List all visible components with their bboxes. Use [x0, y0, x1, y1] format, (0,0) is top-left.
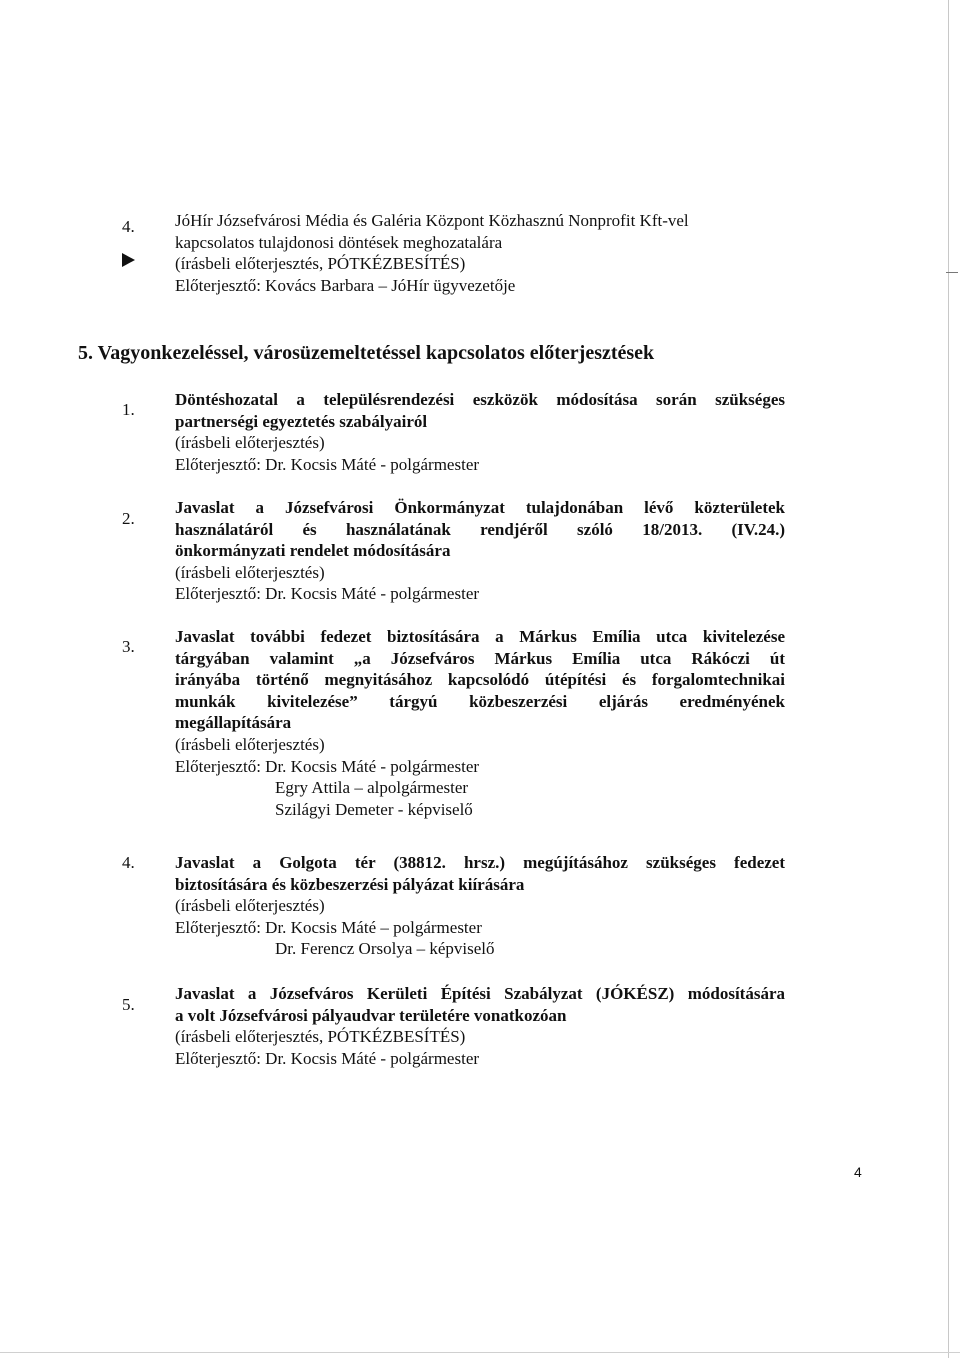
- item-title-line: Javaslat további fedezet biztosítására a Márkus Emília utca kivitelezése: [175, 627, 785, 646]
- item-note: (írásbeli előterjesztés): [175, 433, 325, 453]
- item-presenter: Előterjesztő: Dr. Kocsis Máté - polgármester: [175, 454, 480, 474]
- item-co-presenter: Dr. Ferencz Orsolya – képviselő: [275, 939, 495, 959]
- item-title-line: megállapítására: [175, 713, 292, 733]
- item-presenter: Előterjesztő: Dr. Kocsis Máté - polgármester: [175, 1048, 480, 1068]
- item-presenter: Előterjesztő: Kovács Barbara – JóHír ügyvezetője: [175, 275, 516, 295]
- item-number: 2.: [122, 509, 135, 528]
- item-title-line: partnerségi egyeztetés szabályairól: [175, 411, 428, 431]
- item-title-line: munkák kivitelezése” tárgyú közbeszerzési eljárás eredményének: [175, 691, 785, 711]
- item-note: (írásbeli előterjesztés): [175, 734, 325, 754]
- scan-tick-mark: [946, 272, 958, 273]
- item-note: (írásbeli előterjesztés, PÓTKÉZBESÍTÉS): [175, 1027, 466, 1047]
- page-number: 4: [854, 1164, 862, 1180]
- item-co-presenter: Szilágyi Demeter - képviselő: [275, 799, 473, 819]
- item-title-line: Javaslat a Józsefváros Kerületi Építési Szabályzat (JÓKÉSZ) módosítására: [175, 984, 785, 1003]
- item-number: 4.: [122, 217, 135, 236]
- item-title-line: Javaslat a Józsefvárosi Önkormányzat tulajdonában lévő közterületek: [175, 498, 785, 517]
- item-title-line: Döntéshozatal a településrendezési eszközök módosítása során szükséges: [175, 390, 785, 409]
- item-number: 4.: [122, 853, 135, 872]
- item-presenter: Előterjesztő: Dr. Kocsis Máté – polgármester: [175, 917, 482, 937]
- item-title-line: tárgyában valamint „a Józsefváros Márkus Emília utca Rákóczi út: [175, 648, 785, 668]
- item-title-line: JóHír Józsefvárosi Média és Galéria Központ Közhasznú Nonprofit Kft-vel: [175, 211, 689, 230]
- item-body: [175, 626, 785, 820]
- item-title-line: kapcsolatos tulajdonosi döntések meghozatalára: [175, 232, 503, 252]
- item-title-line: önkormányzati rendelet módosítására: [175, 541, 451, 561]
- item-body: [175, 210, 795, 296]
- item-body: [175, 852, 785, 960]
- item-presenter: Előterjesztő: Dr. Kocsis Máté - polgármester: [175, 756, 480, 776]
- section-heading: 5. Vagyonkezeléssel, városüzemeltetéssel kapcsolatos előterjesztések: [78, 342, 655, 364]
- scan-edge-right: [948, 0, 949, 1358]
- item-title-line: használatáról és használatának rendjéről szóló 18/2013. (IV.24.): [175, 519, 785, 539]
- scan-edge-bottom: [0, 1352, 960, 1353]
- arrow-right-icon: [122, 253, 135, 267]
- item-number: 5.: [122, 995, 135, 1014]
- item-note: (írásbeli előterjesztés): [175, 896, 325, 916]
- item-note: (írásbeli előterjesztés): [175, 562, 325, 582]
- item-note: (írásbeli előterjesztés, PÓTKÉZBESÍTÉS): [175, 254, 466, 274]
- item-body: [175, 983, 785, 1069]
- item-number: 3.: [122, 637, 135, 656]
- item-title-line: Javaslat a Golgota tér (38812. hrsz.) megújításához szükséges fedezet: [175, 853, 785, 872]
- item-presenter: Előterjesztő: Dr. Kocsis Máté - polgármester: [175, 584, 480, 604]
- item-title-line: irányába történő megnyitásához kapcsolódó útépítési és forgalomtechnikai: [175, 670, 785, 690]
- item-number: 1.: [122, 400, 135, 419]
- item-title-line: a volt Józsefvárosi pályaudvar területére vonatkozóan: [175, 1005, 567, 1025]
- item-body: [175, 497, 785, 605]
- item-title-line: biztosítására és közbeszerzési pályázat kiírására: [175, 874, 525, 894]
- item-body: [175, 389, 785, 475]
- item-co-presenter: Egry Attila – alpolgármester: [275, 778, 469, 798]
